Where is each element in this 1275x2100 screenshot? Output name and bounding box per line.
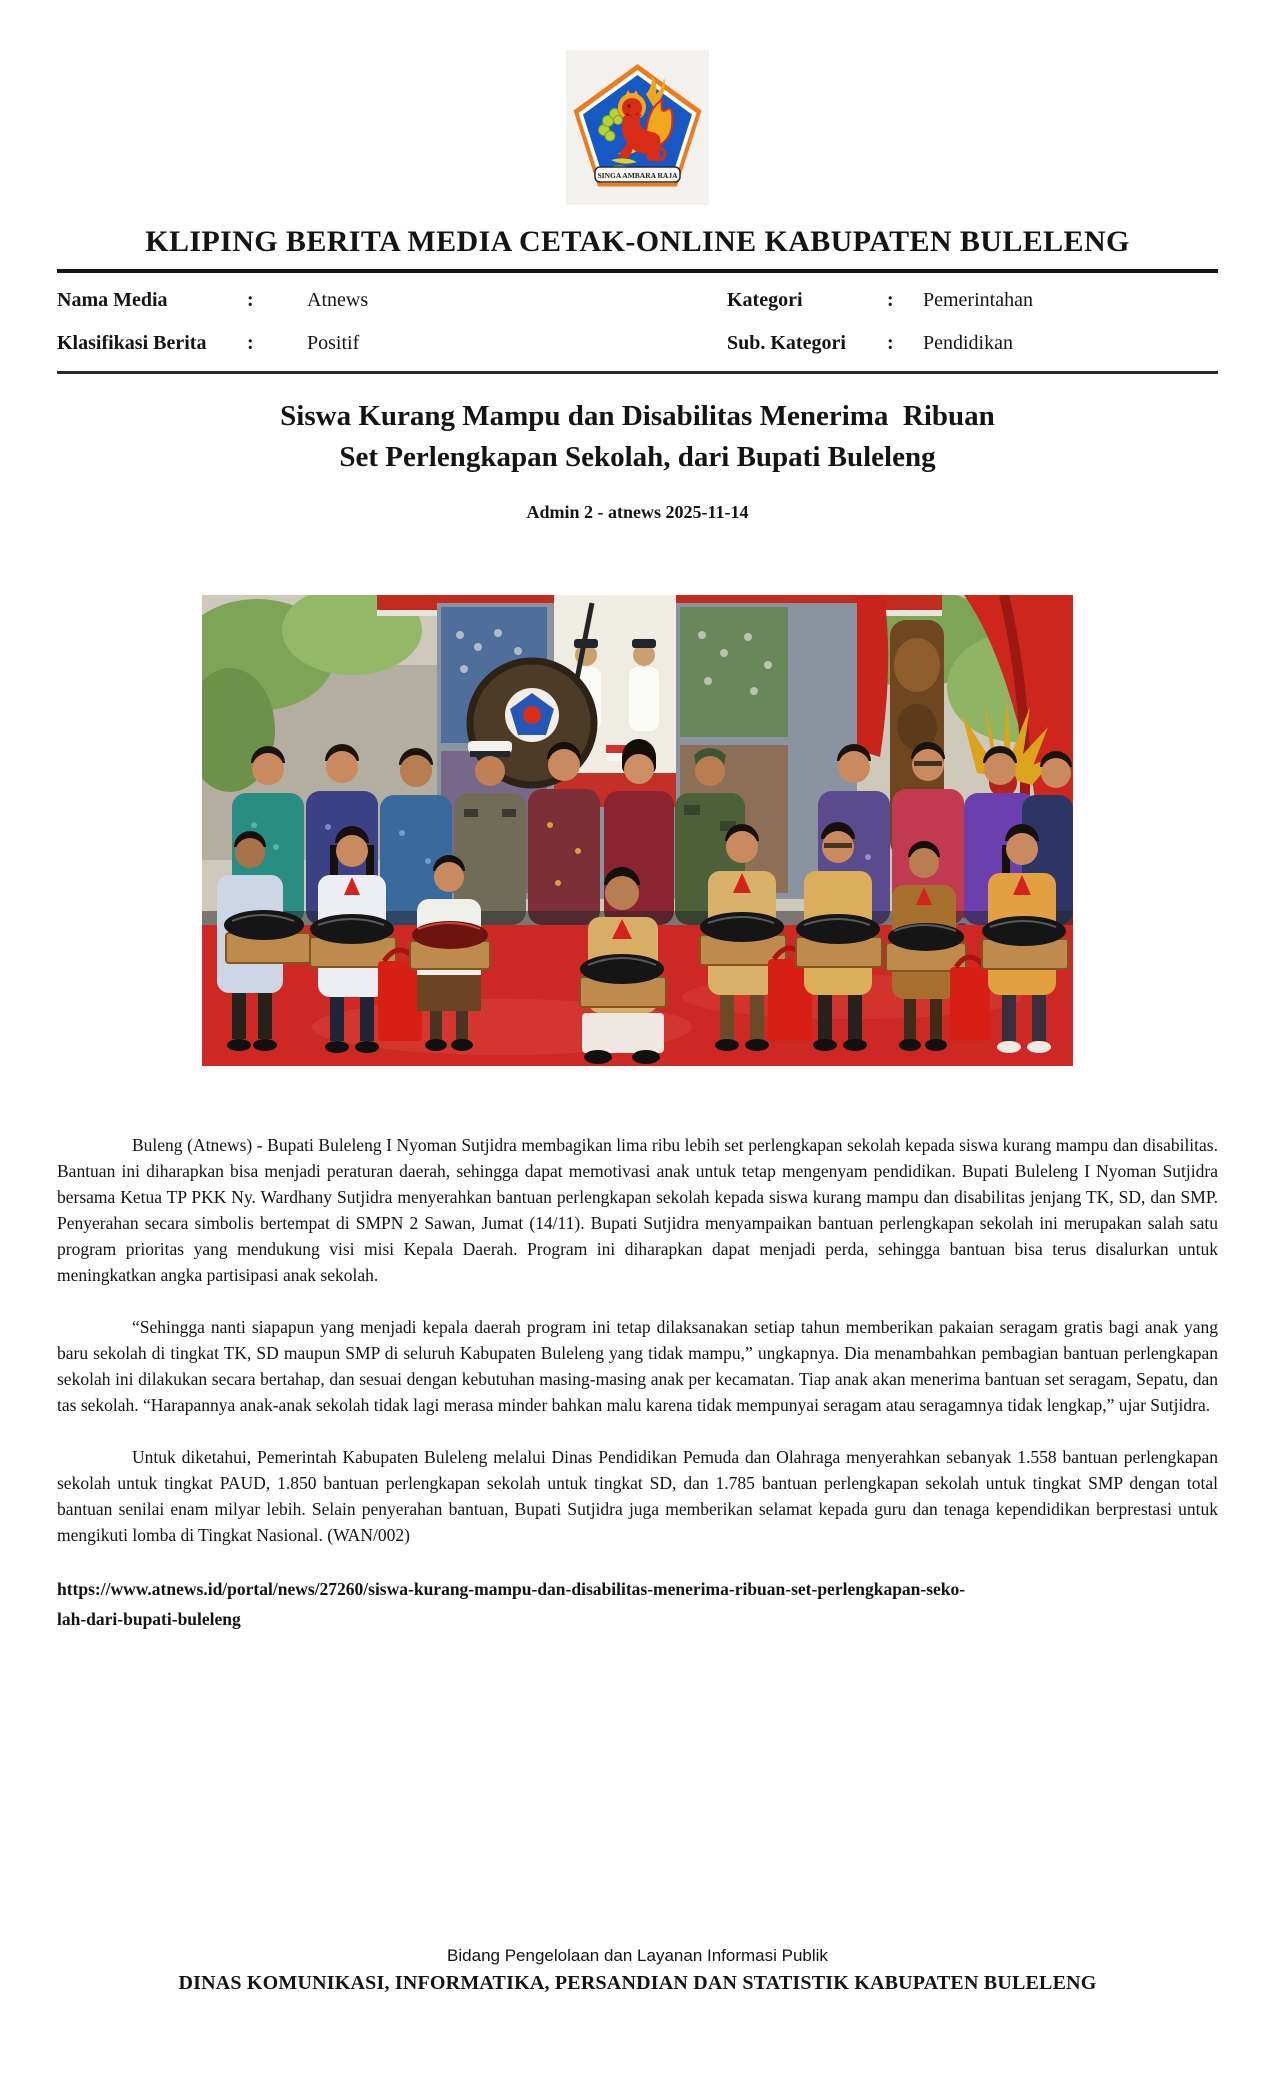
meta-label-nama-media: Nama Media bbox=[57, 289, 168, 311]
article-photo bbox=[202, 595, 1073, 1066]
meta-table bbox=[57, 273, 1218, 371]
meta-colon: : bbox=[887, 289, 894, 311]
meta-label-klasifikasi: Klasifikasi Berita bbox=[57, 332, 207, 354]
article-paragraph-3: Untuk diketahui, Pemerintah Kabupaten Buleleng melalui Dinas Pendidikan Pemuda dan Olahraga menyerahkan sebanyak 1.558 bantuan perlengkapan sekolah untuk tingkat PAUD, 1.850 bantuan perlengkapan sekolah untuk tingkat SD, dan 1.785 bantuan perlengkapan sekolah untuk tingkat SMP dengan total bantuan senilai enam milyar lebih. Selain penyerahan bantuan, Bupati Sutjidra juga memberikan selamat kepada guru dan tenaga kependidikan berprestasi untuk mengikuti lomba di Tingkat Nasional. (WAN/002) bbox=[57, 1447, 1218, 1546]
footer-agency: DINAS KOMUNIKASI, INFORMATIKA, PERSANDIAN DAN STATISTIK KABUPATEN BULELENG bbox=[178, 1972, 1097, 1994]
buleleng-logo-icon bbox=[566, 50, 709, 205]
article-body bbox=[57, 1132, 1218, 1548]
meta-colon: : bbox=[247, 332, 254, 354]
page-title: KLIPING BERITA MEDIA CETAK-ONLINE KABUPATEN BULELENG bbox=[145, 225, 1130, 258]
article-title bbox=[57, 396, 1218, 478]
footer-division: Bidang Pengelolaan dan Layanan Informasi Publik bbox=[447, 1946, 828, 1965]
meta-colon: : bbox=[887, 332, 894, 354]
meta-value-kategori: Pemerintahan bbox=[923, 289, 1033, 311]
page-footer bbox=[0, 1946, 1275, 1995]
meta-colon: : bbox=[247, 289, 254, 311]
article-paragraph-1: Buleng (Atnews) - Bupati Buleleng I Nyoman Sutjidra membagikan lima ribu lebih set perlengkapan sekolah kepada siswa kurang mampu dan disabilitas. Bantuan ini diharapkan bisa menjadi peraturan daerah, sehingga dapat memotivasi anak untuk tetap mengenyam pendidikan. Bupati Buleleng I Nyoman Sutjidra bersama Ketua TP PKK Ny. Wardhany Sutjidra menyerahkan bantuan perlengkapan sekolah kepada siswa kurang mampu dan disabilitas jenjang TK, SD, dan SMP. Penyerahan secara simbolis bertempat di SMPN 2 Sawan, Jumat (14/11). Bupati Sutjidra menyampaikan bantuan perlengkapan sekolah ini merupakan salah satu program prioritas yang mendukung visi misi Kepala Daerah. Program ini diharapkan dapat menjadi perda, sehingga bantuan bisa terus disalurkan untuk meningkatkan angka partisipasi anak sekolah. bbox=[57, 1135, 1218, 1286]
meta-value-klasifikasi: Positif bbox=[307, 332, 360, 354]
article-byline: Admin 2 - atnews 2025-11-14 bbox=[526, 502, 749, 523]
meta-label-kategori: Kategori bbox=[727, 289, 803, 311]
meta-divider bbox=[57, 371, 1218, 374]
logo-banner-text: SINGA AMBARA RAJA bbox=[597, 171, 678, 180]
source-url-link[interactable] bbox=[57, 1574, 1218, 1634]
article-photo-scene bbox=[202, 595, 1073, 1066]
source-url-line2[interactable]: lah-dari-bupati-buleleng bbox=[57, 1609, 241, 1630]
buleleng-logo bbox=[566, 50, 709, 205]
meta-value-nama-media: Atnews bbox=[307, 289, 369, 311]
logo-banner bbox=[595, 167, 680, 182]
page-content bbox=[57, 0, 1218, 1634]
article-title-line1: Siswa Kurang Mampu dan Disabilitas Menerima Ribuan bbox=[280, 400, 995, 432]
source-url-line1[interactable]: https://www.atnews.id/portal/news/27260/siswa-kurang-mampu-dan-disabilitas-menerima-ribuan-set-perlengkapan-seko- bbox=[57, 1579, 966, 1600]
article-paragraph-2: “Sehingga nanti siapapun yang menjadi kepala daerah program ini tetap dilaksanakan setiap tahun memberikan pakaian seragam gratis bagi anak yang baru sekolah di tingkat TK, SD maupun SMP di seluruh Kabupaten Buleleng yang tidak mampu,” ungkapnya. Dia menambahkan pembagian bantuan perlengkapan sekolah ini dilakukan secara bertahap, dan sesuai dengan kebutuhan masing-masing anak per kecamatan. Tiap anak akan menerima bantuan set seragam, Sepatu, dan tas sekolah. “Harapannya anak-anak sekolah tidak lagi merasa minder bahkan malu karena tidak mempunyai seragam atau seragamnya tidak lengkap,” ujar Sutjidra. bbox=[57, 1317, 1218, 1416]
article-title-line2: Set Perlengkapan Sekolah, dari Bupati Buleleng bbox=[339, 441, 936, 473]
meta-label-sub-kategori: Sub. Kategori bbox=[727, 332, 846, 354]
meta-value-sub-kategori: Pendidikan bbox=[923, 332, 1013, 354]
